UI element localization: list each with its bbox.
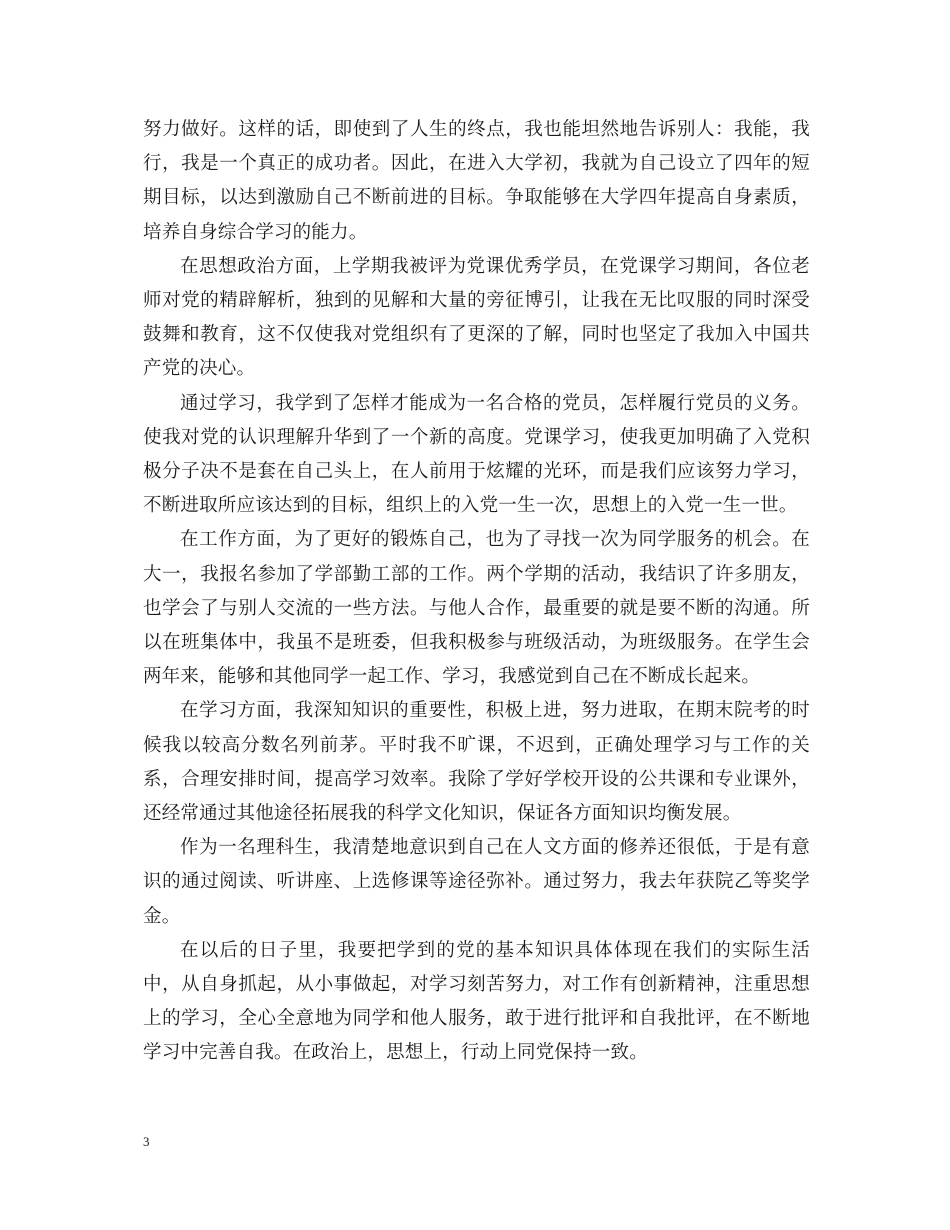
paragraph-7: 在以后的日子里，我要把学到的党的基本知识具体体现在我们的实际生活中，从自身抓起，从小事做起，对学习刻苦努力，对工作有创新精神，注重思想上的学习，全心全意地为同学和他人服务，敢于进行批评和自我批评，在不断地学习中完善自我。在政治上，思想上，行动上同党保持一致。 (143, 939, 810, 1064)
paragraph-6: 作为一名理科生，我清楚地意识到自己在人文方面的修养还很低，于是有意识的通过阅读、听讲座、上选修课等途径弥补。通过努力，我去年获院乙等奖学金。 (143, 837, 810, 927)
paragraph-4: 在工作方面，为了更好的锻炼自己，也为了寻找一次为同学服务的机会。在大一，我报名参加了学部勤工部的工作。两个学期的活动，我结识了许多朋友，也学会了与别人交流的一些方法。与他人合作，最重要的就是要不断的沟通。所以在班集体中，我虽不是班委，但我积极参与班级活动，为班级服务。在学生会两年来，能够和其他同学一起工作、学习，我感觉到自己在不断成长起来。 (143, 529, 810, 688)
document-body (143, 113, 810, 1071)
paragraph-3: 通过学习，我学到了怎样才能成为一名合格的党员，怎样履行党员的义务。使我对党的认识理解升华到了一个新的高度。党课学习，使我更加明确了入党积极分子决不是套在自己头上，在人前用于炫耀的光环，而是我们应该努力学习，不断进取所应该达到的目标，组织上的入党一生一次，思想上的入党一生一世。 (143, 392, 810, 517)
paragraph-5: 在学习方面，我深知知识的重要性，积极上进，努力进取，在期末院考的时候我以较高分数名列前茅。平时我不旷课，不迟到，正确处理学习与工作的关系，合理安排时间，提高学习效率。我除了学好学校开设的公共课和专业课外，还经常通过其他途径拓展我的科学文化知识，保证各方面知识均衡发展。 (143, 700, 810, 825)
paragraph-2: 在思想政治方面，上学期我被评为党课优秀学员，在党课学习期间，各位老师对党的精辟解析，独到的见解和大量的旁征博引，让我在无比叹服的同时深受鼓舞和教育，这不仅使我对党组织有了更深的了解，同时也坚定了我加入中国共产党的决心。 (143, 255, 810, 380)
paragraph-1: 努力做好。这样的话，即使到了人生的终点，我也能坦然地告诉别人：我能，我行，我是一个真正的成功者。因此，在进入大学初，我就为自己设立了四年的短期目标，以达到激励自己不断前进的目标。争取能够在大学四年提高自身素质，培养自身综合学习的能力。 (143, 119, 810, 243)
page-number: 3 (143, 1134, 150, 1149)
